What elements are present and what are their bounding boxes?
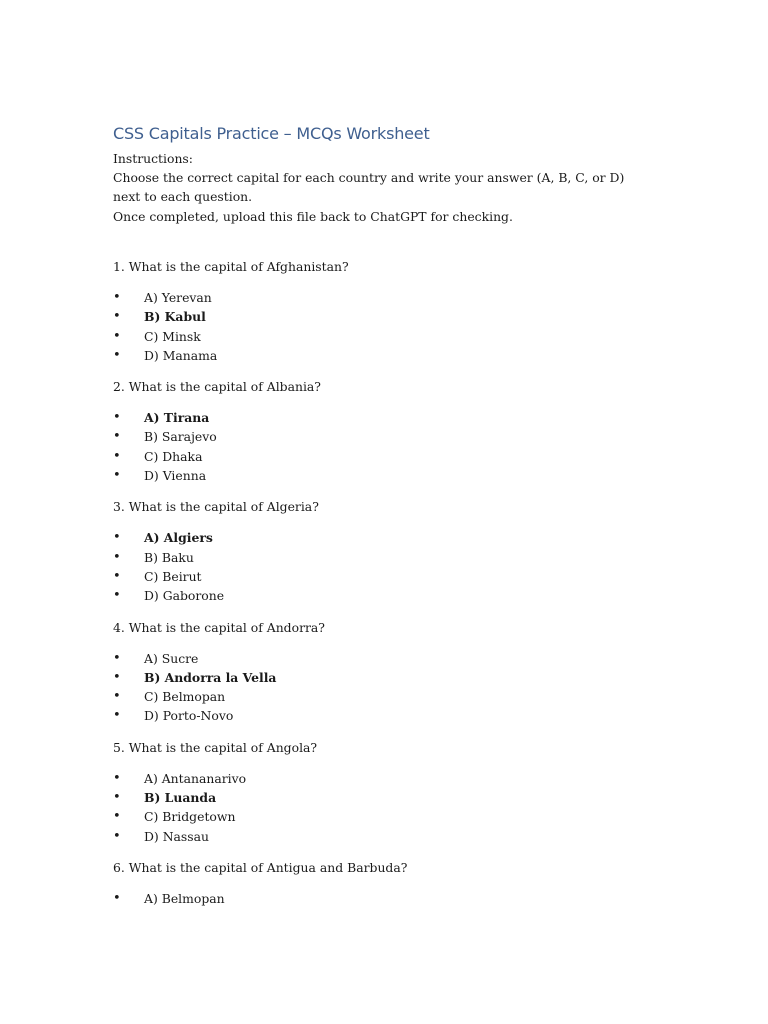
answer-option <box>113 327 673 346</box>
answer-option <box>113 706 673 725</box>
bullet-icon: • <box>113 790 121 806</box>
question-text: 3. What is the capital of Algeria? <box>113 499 319 515</box>
bullet-icon: • <box>113 530 121 546</box>
option-label: D) Vienna <box>144 468 207 484</box>
option-label: C) Dhaka <box>144 448 203 464</box>
answer-option-marked <box>113 668 673 687</box>
bullet-icon: • <box>113 669 121 685</box>
question-block <box>113 858 673 908</box>
bullet-icon: • <box>113 828 121 844</box>
option-label: A) Yerevan <box>144 290 212 305</box>
bullet-icon: • <box>113 309 121 325</box>
answer-option <box>113 827 673 846</box>
option-label: A) Antananarivo <box>144 770 247 786</box>
question-block <box>113 738 673 846</box>
answer-option <box>113 427 673 446</box>
option-label: B) Sarajevo <box>144 429 217 445</box>
bullet-icon: • <box>113 770 121 786</box>
bullet-icon: • <box>113 468 121 484</box>
answer-option <box>113 889 673 908</box>
question-block <box>113 497 673 605</box>
bullet-icon: • <box>113 809 121 825</box>
options-list <box>113 288 673 365</box>
bullet-icon: • <box>113 650 121 666</box>
option-label: C) Minsk <box>144 328 201 344</box>
bullet-icon: • <box>113 410 121 426</box>
question-text: 6. What is the capital of Antigua and Barbuda? <box>113 859 408 875</box>
answer-option <box>113 567 673 586</box>
answer-option <box>113 288 673 307</box>
instructions-line-2: Once completed, upload this file back to ChatGPT for checking. <box>113 208 513 224</box>
question-block <box>113 257 673 365</box>
answer-option-marked <box>113 528 673 547</box>
bullet-icon: • <box>113 689 121 705</box>
bullet-icon: • <box>113 588 121 604</box>
option-label: C) Belmopan <box>144 689 226 705</box>
option-label: B) Luanda <box>144 790 217 806</box>
answer-option <box>113 807 673 826</box>
question-block <box>113 377 673 485</box>
options-list <box>113 649 673 726</box>
question-text: 1. What is the capital of Afghanistan? <box>113 259 349 274</box>
question-text: 2. What is the capital of Albania? <box>113 379 321 395</box>
question-block <box>113 618 673 726</box>
bullet-icon: • <box>113 549 121 565</box>
answer-option <box>113 447 673 466</box>
answer-option <box>113 769 673 788</box>
bullet-icon: • <box>113 708 121 724</box>
options-list <box>113 528 673 605</box>
answer-option <box>113 466 673 485</box>
option-label: B) Andorra la Vella <box>144 669 277 685</box>
option-label: D) Manama <box>144 347 218 363</box>
options-list <box>113 889 673 908</box>
answer-option <box>113 687 673 706</box>
worksheet-title: CSS Capitals Practice – MCQs Worksheet <box>113 124 430 143</box>
instructions-heading: Instructions: <box>113 151 193 166</box>
answer-option <box>113 346 673 365</box>
option-label: C) Bridgetown <box>144 809 236 825</box>
answer-option <box>113 649 673 668</box>
bullet-icon: • <box>113 328 121 344</box>
option-label: B) Baku <box>144 549 194 565</box>
option-label: D) Porto-Novo <box>144 708 234 724</box>
instructions-line-1: Choose the correct capital for each country and write your answer (A, B, C, or D) next to each question. <box>113 170 625 205</box>
option-label: D) Nassau <box>144 828 210 844</box>
option-label: A) Tirana <box>144 410 210 426</box>
option-label: D) Gaborone <box>144 588 225 604</box>
questions-list <box>113 257 673 920</box>
options-list <box>113 769 673 846</box>
bullet-icon: • <box>113 890 121 906</box>
answer-option-marked <box>113 408 673 427</box>
bullet-icon: • <box>113 568 121 584</box>
question-text: 5. What is the capital of Angola? <box>113 739 318 755</box>
answer-option-marked <box>113 307 673 326</box>
bullet-icon: • <box>113 290 121 305</box>
instructions-block <box>113 149 653 226</box>
answer-option <box>113 586 673 605</box>
options-list <box>113 408 673 485</box>
question-text: 4. What is the capital of Andorra? <box>113 619 325 635</box>
option-label: C) Beirut <box>144 568 202 584</box>
option-label: A) Belmopan <box>144 890 225 906</box>
option-label: A) Algiers <box>144 530 213 546</box>
bullet-icon: • <box>113 429 121 445</box>
bullet-icon: • <box>113 448 121 464</box>
answer-option-marked <box>113 788 673 807</box>
option-label: B) Kabul <box>144 309 206 325</box>
option-label: A) Sucre <box>144 650 199 666</box>
bullet-icon: • <box>113 347 121 363</box>
answer-option <box>113 548 673 567</box>
